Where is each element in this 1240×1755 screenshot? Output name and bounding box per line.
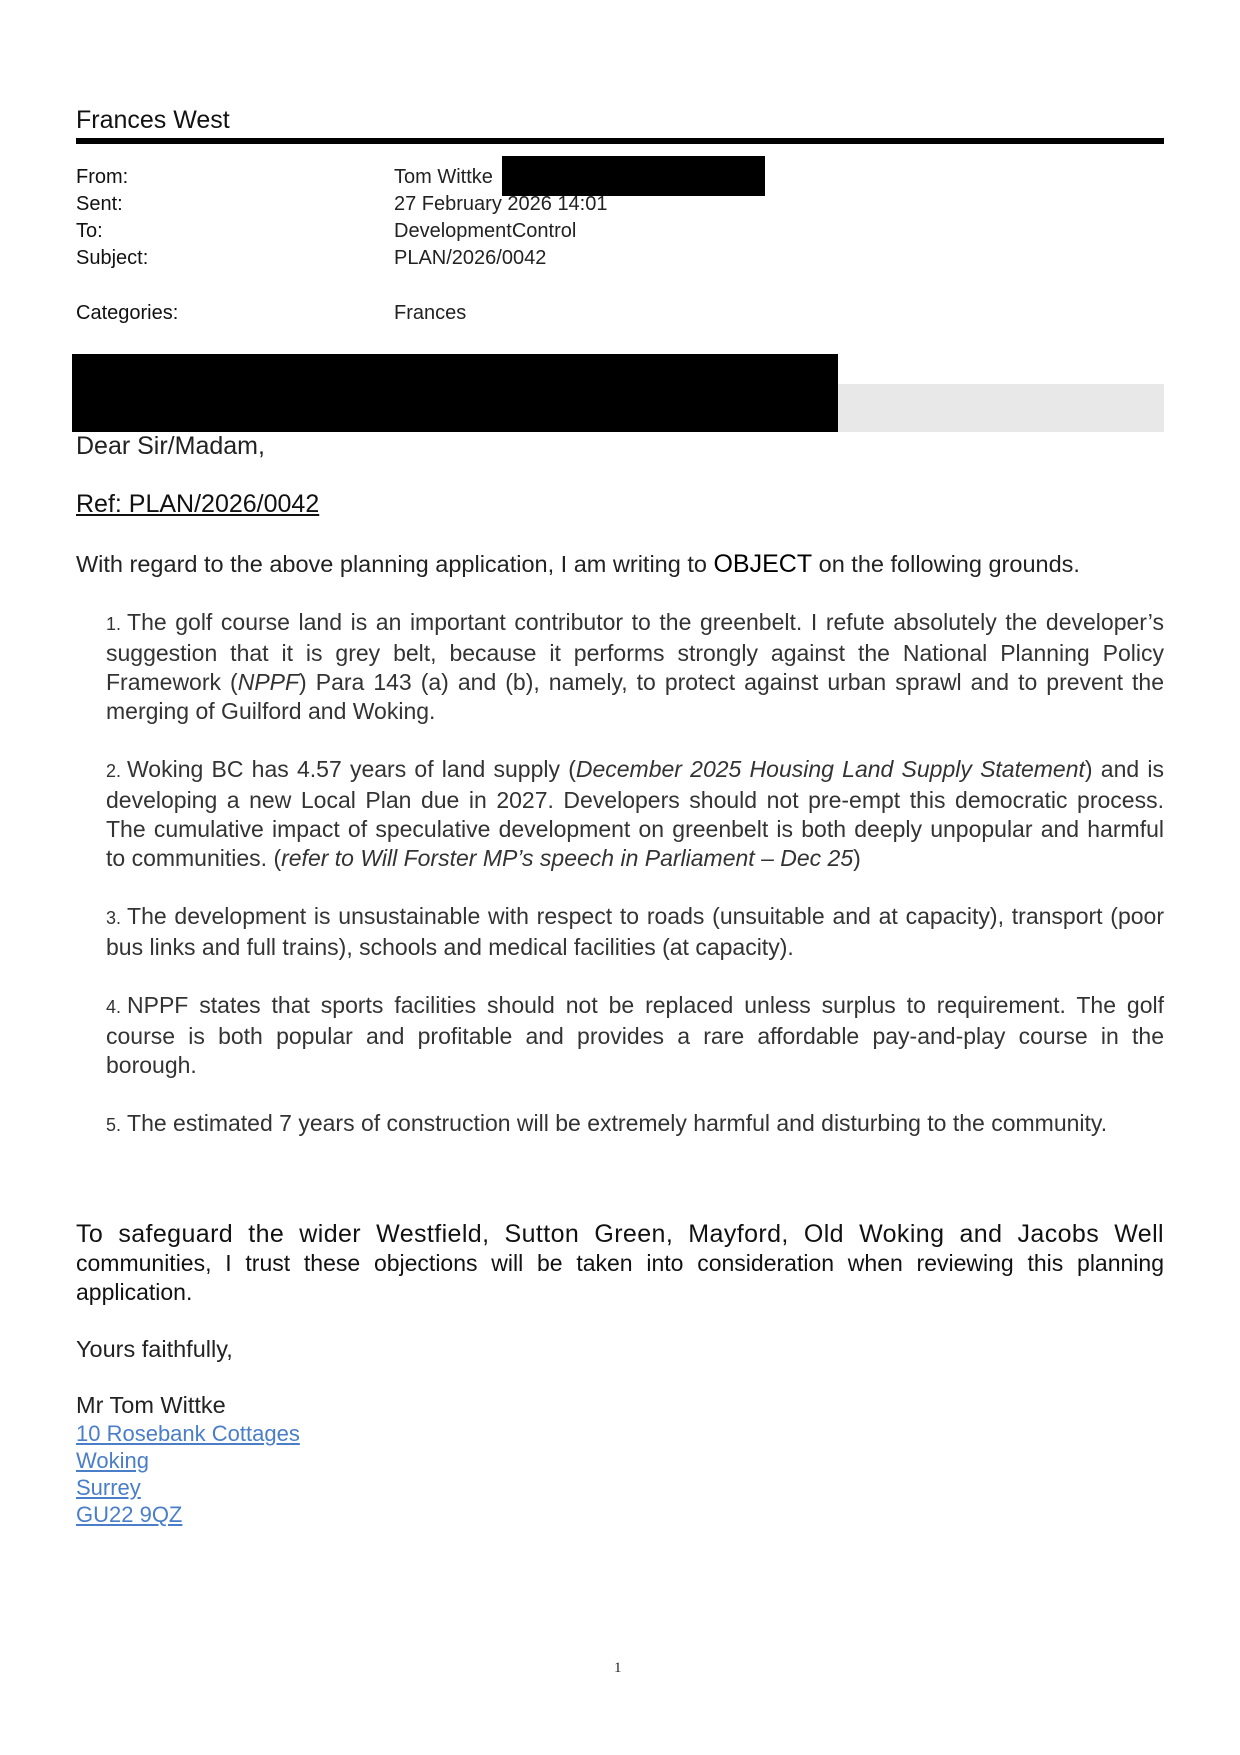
salutation: Dear Sir/Madam,: [76, 432, 265, 460]
signer-name: Mr Tom Wittke: [76, 1392, 226, 1418]
item-text: Woking BC has 4.57 years of land supply (: [127, 756, 576, 782]
intro-text-end: on the following grounds.: [812, 551, 1080, 577]
to-label: To:: [76, 220, 103, 242]
item-emphasis: NPPF: [237, 669, 300, 695]
item-number: 4.: [106, 997, 122, 1017]
item-text: NPPF states that sports facilities should not be replaced unless surplus to requirement. The golf course is both popular and profitable and provides a rare affordable pay-and-play course in the borough.: [106, 992, 1164, 1078]
item-emphasis: refer to Will Forster MP’s speech in Parliament – Dec 25: [281, 845, 854, 871]
intro-text: With regard to the above planning application, I am writing to: [76, 551, 714, 577]
object-keyword: OBJECT: [713, 550, 813, 578]
address-block: [76, 1420, 300, 1528]
address-line-link[interactable]: GU22 9QZ: [76, 1502, 183, 1527]
item-number: 5.: [106, 1115, 122, 1135]
header-rule: [76, 138, 1164, 144]
sent-value: 27 February 2026 14:01: [394, 193, 608, 215]
email-categories-row: [76, 302, 1166, 330]
email-to-row: [76, 220, 1166, 248]
item-number: 1.: [106, 614, 122, 634]
closing-lead: To safeguard the wider Westfield, Sutton Green, Mayford, Old Woking and Jacobs Well: [76, 1220, 1164, 1248]
subject-value: PLAN/2026/0042: [394, 247, 547, 269]
address-line-link[interactable]: 10 Rosebank Cottages: [76, 1421, 300, 1446]
from-value: Tom Wittke: [394, 166, 493, 188]
item-text: The golf course land is an important contributor to the greenbelt. I refute absolutely the developer’s suggestion that it is grey belt, because it performs strongly against the National Planning Policy Framework (: [106, 609, 1164, 695]
objection-list: [106, 608, 1164, 1169]
categories-label: Categories:: [76, 302, 179, 324]
item-emphasis: December 2025 Housing Land Supply Statement: [575, 756, 1085, 782]
sent-label: Sent:: [76, 193, 123, 215]
subject-label: Subject:: [76, 247, 149, 269]
email-sent-row: [76, 193, 1166, 221]
closing-text: communities, I trust these objections will be taken into consideration when reviewing this planning application.: [76, 1250, 1164, 1305]
address-line-link[interactable]: Surrey: [76, 1475, 141, 1500]
item-text: The development is unsustainable with respect to roads (unsuitable and at capacity), transport (poor bus links and full trains), schools and medical facilities (at capacity).: [106, 903, 1164, 960]
item-text: ) and is developing a new Local Plan due in 2027. Developers should not pre-empt this democratic process. The cumulative impact of speculative development on greenbelt is both deeply unpopular and harmful to communities. (: [106, 756, 1164, 871]
objection-item: [106, 1109, 1164, 1140]
item-text: ): [853, 845, 861, 871]
redacted-block: [72, 354, 838, 432]
redacted-email-address: [502, 156, 765, 196]
item-number: 3.: [106, 908, 122, 928]
signoff: Yours faithfully,: [76, 1336, 233, 1362]
closing-paragraph: [76, 1220, 1164, 1307]
to-value: DevelopmentControl: [394, 220, 577, 242]
objection-item: [106, 902, 1164, 962]
intro-paragraph: [76, 550, 1166, 579]
grey-band: [838, 384, 1164, 432]
reference-heading: Ref: PLAN/2026/0042: [76, 490, 320, 518]
page-number: 1: [614, 1660, 622, 1676]
address-line-link[interactable]: Woking: [76, 1448, 149, 1473]
mailbox-owner-name: Frances West: [76, 106, 230, 134]
objection-item: [106, 991, 1164, 1080]
email-subject-row: [76, 247, 1166, 275]
item-text: The estimated 7 years of construction will be extremely harmful and disturbing to the community.: [127, 1110, 1108, 1136]
objection-item: [106, 608, 1164, 726]
item-number: 2.: [106, 761, 122, 781]
item-text: ) Para 143 (a) and (b), namely, to protect against urban sprawl and to prevent the merging of Guilford and Woking.: [106, 669, 1164, 724]
objection-item: [106, 755, 1164, 873]
categories-value: Frances: [394, 302, 467, 324]
from-label: From:: [76, 166, 129, 188]
